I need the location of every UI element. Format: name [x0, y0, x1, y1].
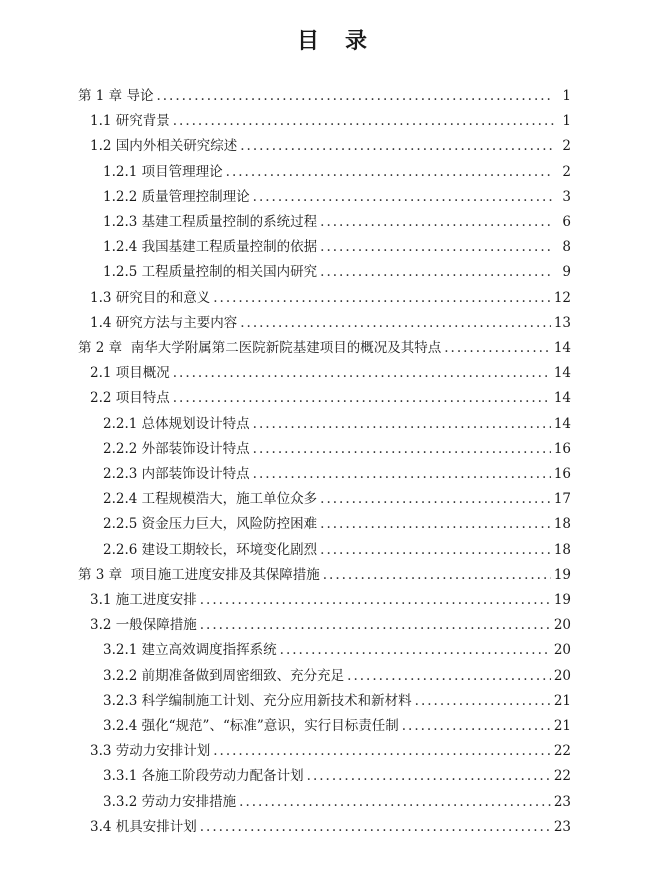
toc-entry[interactable] — [103, 212, 571, 232]
toc-entry-title: 机具安排计划 — [115, 818, 197, 835]
toc-entry-number: 3.3.2 — [103, 793, 142, 810]
toc-entry-number: 3.1 — [90, 592, 116, 608]
dot-leader — [402, 716, 551, 736]
toc-entry-number: 1.2.4 — [103, 239, 142, 256]
toc-entry[interactable] — [103, 187, 571, 207]
toc-entry-page-number: 2 — [562, 163, 571, 180]
toc-entry-title: 项目管理理论 — [141, 163, 223, 180]
toc-entry-page-number: 19 — [553, 566, 571, 583]
dot-leader — [320, 540, 551, 560]
toc-entry-page-number: 6 — [562, 214, 571, 230]
toc-entry-number: 1.2 — [90, 138, 116, 155]
toc-entry[interactable] — [103, 439, 571, 459]
toc-entry-number: 3.2.1 — [103, 642, 142, 659]
dot-leader — [226, 162, 554, 182]
toc-entry[interactable] — [90, 313, 571, 333]
toc-entry-number: 1.3 — [90, 289, 116, 306]
dot-leader — [240, 313, 551, 333]
dot-leader — [173, 111, 554, 131]
toc-entry-number: 2.1 — [90, 365, 116, 382]
toc-entry[interactable] — [78, 338, 571, 358]
toc-entry[interactable] — [90, 615, 571, 635]
toc-entry-page-number: 18 — [553, 541, 571, 558]
toc-entry-page-number: 20 — [553, 667, 571, 684]
toc-entry-page-number: 16 — [553, 440, 571, 457]
toc-entry-title: 前期准备做到周密细致、充分充足 — [141, 667, 345, 684]
toc-entry-number: 2.2 — [90, 390, 116, 407]
toc-entry-number: 3.2.3 — [103, 692, 142, 709]
dot-leader — [280, 640, 551, 660]
toc-entry-number: 1.2.1 — [103, 163, 142, 180]
dot-leader — [253, 414, 551, 434]
toc-entry[interactable] — [103, 666, 571, 686]
toc-entry-title: 外部装饰设计特点 — [141, 440, 250, 457]
dot-leader — [320, 514, 551, 534]
toc-entry[interactable] — [90, 363, 571, 383]
toc-entry[interactable] — [103, 640, 571, 660]
toc-entry-page-number: 1 — [562, 113, 571, 130]
dot-leader — [240, 136, 554, 156]
toc-entry-title: 基建工程质量控制的系统过程 — [141, 214, 318, 230]
dot-leader — [200, 817, 551, 837]
toc-entry-title: 建设工期较长，环境变化剧烈 — [141, 541, 318, 558]
toc-entry-number: 2.2.5 — [103, 516, 142, 533]
toc-entry-title: 各施工阶段劳动力配备计划 — [141, 768, 304, 785]
toc-entry-number: 1.1 — [90, 113, 116, 130]
toc-entry-title: 工程质量控制的相关国内研究 — [141, 264, 318, 281]
toc-entry-title: 南华大学附属第二医院新院基建项目的概况及其特点 — [130, 340, 442, 356]
dot-leader — [320, 212, 554, 232]
toc-entry-page-number: 23 — [553, 793, 571, 810]
toc-entry-page-number: 3 — [562, 188, 571, 205]
toc-entry-number: 1.2.2 — [103, 188, 142, 205]
toc-entry-number: 1.4 — [90, 314, 116, 331]
toc-entry-page-number: 16 — [553, 466, 571, 482]
toc-entry-title: 资金压力巨大，风险防控困难 — [141, 516, 318, 533]
toc-entry-title: 项目概况 — [115, 365, 170, 382]
toc-entry[interactable] — [90, 111, 571, 131]
toc-entry[interactable] — [90, 288, 571, 308]
dot-leader — [415, 691, 551, 711]
dot-leader — [253, 187, 554, 207]
toc-entry[interactable] — [103, 237, 571, 257]
toc-entry-title: 国内外相关研究综述 — [115, 138, 238, 155]
toc-entry-page-number: 19 — [553, 592, 571, 608]
toc-entry[interactable] — [103, 691, 571, 711]
dot-leader — [173, 363, 551, 383]
dot-leader — [156, 86, 554, 106]
toc-entry-title: 导论 — [126, 88, 154, 104]
dot-leader — [323, 565, 551, 585]
toc-entry-title: 施工进度安排 — [115, 592, 197, 608]
toc-entry-number: 2.2.6 — [103, 541, 142, 558]
toc-entry-page-number: 12 — [553, 289, 571, 306]
dot-leader — [307, 766, 551, 786]
toc-entry-title: 项目施工进度安排及其保障措施 — [130, 566, 320, 583]
toc-entry-title: 项目特点 — [115, 390, 170, 407]
toc-entry-page-number: 14 — [553, 415, 571, 432]
toc-entry-page-number: 8 — [562, 239, 571, 256]
toc-entry[interactable] — [90, 388, 571, 408]
toc-entry-title: 一般保障措施 — [115, 617, 197, 634]
toc-entry-page-number: 14 — [553, 340, 571, 356]
toc-entry-page-number: 21 — [553, 692, 571, 709]
toc-entry-number: 1.2.3 — [103, 214, 142, 230]
toc-entry[interactable] — [90, 741, 571, 761]
toc-entry-number: 第 3 章 — [78, 566, 131, 583]
toc-entry-title: 劳动力安排计划 — [115, 743, 211, 760]
dot-leader — [213, 741, 551, 761]
toc-entry-title: 强化“规范”、“标准”意识，实行目标责任制 — [141, 718, 399, 734]
toc-entry-number: 1.2.5 — [103, 264, 142, 281]
toc-entry-page-number: 17 — [553, 491, 571, 508]
dot-leader — [253, 439, 551, 459]
toc-entry[interactable] — [103, 792, 571, 812]
toc-entry[interactable] — [103, 414, 571, 434]
toc-entry-page-number: 1 — [562, 88, 571, 104]
toc-entry[interactable] — [103, 162, 571, 182]
toc-entry-page-number: 21 — [553, 718, 571, 734]
toc-entry-number: 第 1 章 — [78, 88, 127, 104]
toc-entry-title: 建立高效调度指挥系统 — [141, 642, 277, 659]
dot-leader — [200, 590, 551, 610]
toc-entry-number: 3.2.4 — [103, 718, 142, 734]
toc-entry-number: 第 2 章 — [78, 340, 131, 356]
toc-entry-page-number: 23 — [553, 818, 571, 835]
toc-entry-number: 2.2.2 — [103, 440, 142, 457]
toc-entry-page-number: 14 — [553, 390, 571, 407]
toc-entry-number: 3.3.1 — [103, 768, 142, 785]
toc-entry[interactable] — [103, 540, 571, 560]
toc-entry-title: 研究方法与主要内容 — [115, 314, 238, 331]
toc-entry-number: 3.2 — [90, 617, 116, 634]
toc-entry[interactable] — [103, 766, 571, 786]
toc-entry[interactable] — [78, 565, 571, 585]
toc-entry-title: 我国基建工程质量控制的依据 — [141, 239, 318, 256]
dot-leader — [173, 388, 551, 408]
toc-entry-title: 质量管理控制理论 — [141, 188, 250, 205]
toc-entry-number: 2.2.3 — [103, 466, 142, 482]
toc-entry-title: 研究背景 — [115, 113, 170, 130]
toc-entry-page-number: 13 — [553, 314, 571, 331]
dot-leader — [200, 615, 551, 635]
toc-entry[interactable] — [103, 489, 571, 509]
toc-entry-number: 3.3 — [90, 743, 116, 760]
toc-entry[interactable] — [90, 136, 571, 156]
toc-entry-title: 内部装饰设计特点 — [141, 466, 250, 482]
toc-entry-number: 2.2.4 — [103, 491, 142, 508]
toc-entry-page-number: 18 — [553, 516, 571, 533]
toc-entry[interactable] — [78, 86, 571, 106]
toc-entry[interactable] — [103, 716, 571, 736]
toc-entry-page-number: 14 — [553, 365, 571, 382]
dot-leader — [347, 666, 551, 686]
dot-leader — [444, 338, 551, 358]
dot-leader — [253, 464, 551, 484]
dot-leader — [320, 489, 551, 509]
toc-entry-number: 3.2.2 — [103, 667, 142, 684]
dot-leader — [239, 792, 551, 812]
toc-entry-title: 科学编制施工计划、充分应用新技术和新材料 — [141, 692, 412, 709]
toc-entry-page-number: 2 — [562, 138, 571, 155]
toc-entry-title: 劳动力安排措施 — [141, 793, 237, 810]
toc-entry-number: 3.4 — [90, 818, 116, 835]
toc-entry-page-number: 22 — [553, 768, 571, 785]
toc-entry-number: 2.2.1 — [103, 415, 142, 432]
dot-leader — [320, 237, 554, 257]
toc-entry[interactable] — [90, 817, 571, 837]
page-title: 目 录 — [296, 28, 369, 54]
toc-entry-title: 总体规划设计特点 — [141, 415, 250, 432]
toc-entry-page-number: 22 — [553, 743, 571, 760]
toc-entry-page-number: 20 — [553, 617, 571, 634]
toc-entry-title: 研究目的和意义 — [115, 289, 211, 306]
toc-entry[interactable] — [103, 464, 571, 484]
toc-entry[interactable] — [103, 514, 571, 534]
toc-entry[interactable] — [103, 262, 571, 282]
dot-leader — [320, 262, 554, 282]
toc-entry[interactable] — [90, 590, 571, 610]
toc-entry-page-number: 20 — [553, 642, 571, 659]
dot-leader — [213, 288, 551, 308]
toc-entry-page-number: 9 — [562, 264, 571, 281]
toc-entry-title: 工程规模浩大，施工单位众多 — [141, 491, 318, 508]
